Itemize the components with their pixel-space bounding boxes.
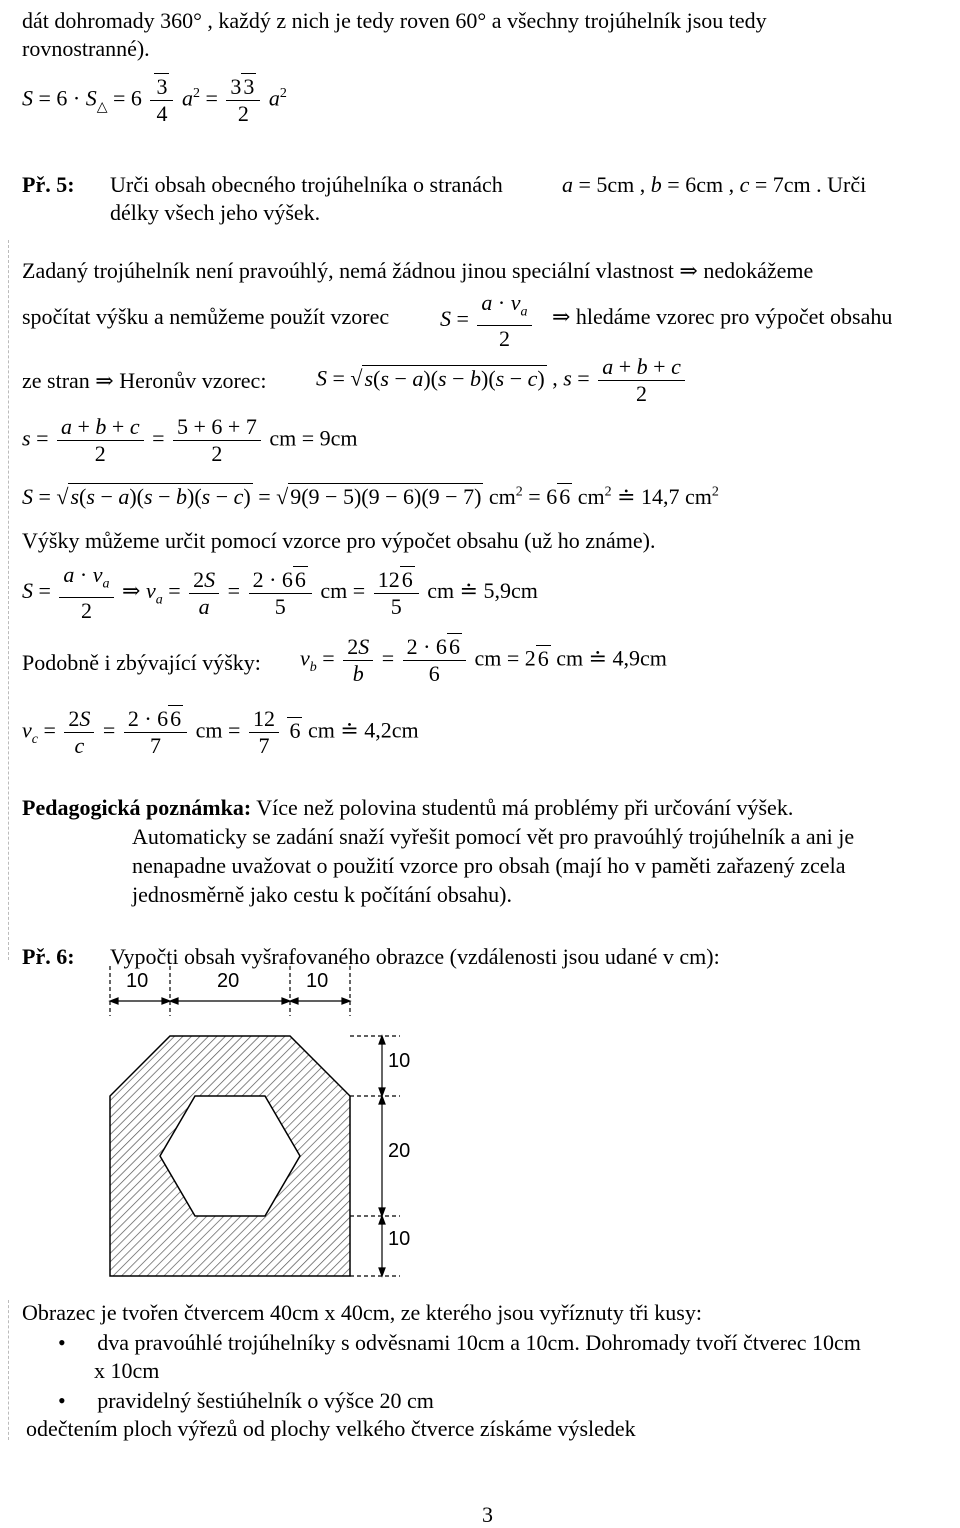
bullet-dot: •	[58, 1330, 66, 1355]
note-line-4: jednosměrně jako cestu k počítání obsahu).	[132, 882, 513, 907]
paragraph-1: Zadaný trojúhelník není pravoúhlý, nemá žádnou jinou speciální vlastnost ⇒ nedokážeme	[22, 258, 814, 283]
example-6-label: Př. 6:	[22, 944, 75, 969]
semiperimeter-calc: s = $\frac{a + b + c}{2}$ = $\frac{5 + 6 + 7}{2}$ cm = 9cm	[22, 414, 358, 466]
solution-intro: Obrazec je tvořen čtvercem 40cm x 40cm, ze kterého jsou vyříznuty tři kusy:	[22, 1300, 702, 1325]
note-label: Pedagogická poznámka:	[22, 795, 252, 820]
paragraph-3: ze stran ⇒ Heronův vzorec:	[22, 368, 267, 393]
example-5-label: Př. 5:	[22, 172, 75, 197]
dim-right-2: 20	[388, 1140, 411, 1162]
height-b-label: Podobně i zbývající výšky:	[22, 650, 261, 675]
heights-intro: Výšky můžeme určit pomocí vzorce pro výpočet obsahu (už ho známe).	[22, 528, 656, 553]
dim-top-3: 10	[306, 970, 329, 992]
note-text-1: Více než polovina studentů má problémy při určování výšek.	[256, 795, 794, 820]
note-line-1	[22, 795, 793, 821]
note-line-3: nenapadne uvažovat o použití vzorce pro obsah (mají ho v paměti zařazený zcela	[132, 853, 846, 878]
dim-right-1: 10	[388, 1050, 411, 1072]
dim-top-2: 20	[217, 970, 240, 992]
bullet-dot: •	[58, 1388, 66, 1413]
example-5-text: Urči obsah obecného trojúhelníka o stranách	[110, 172, 503, 197]
bullet-1	[58, 1330, 861, 1356]
bullet-1-cont: x 10cm	[94, 1358, 160, 1383]
heron-formula: S = √s(s − a)(s − b)(s − c) , s = $\frac{a + b + c}{2}$	[316, 354, 688, 407]
paragraph-2a: spočítat výšku a nemůžeme použít vzorec	[22, 304, 390, 329]
margin-guide	[8, 240, 9, 960]
bullet-1-text: dva pravoúhlé trojúhelníky s odvěsnami 10cm a 10cm. Dohromady tvoří čtverec 10cm	[97, 1330, 861, 1355]
intro-line-1: dát dohromady 360° , každý z nich je tedy roven 60° a všechny trojúhelník jsou tedy	[22, 8, 767, 33]
margin-guide	[8, 1300, 9, 1440]
paragraph-2b: ⇒ hledáme vzorec pro výpočet obsahu	[552, 304, 893, 329]
example-5-given: a = 5cm , b = 6cm , c = 7cm . Urči	[562, 172, 867, 197]
height-b-calc: $v_b$ = $\frac{2S}{b}$ = $\frac{2 \cdot 66}{6}$ cm = 26 cm ≐ 4,9cm	[300, 634, 667, 686]
height-c-calc: $v_c$ = $\frac{2S}{c}$ = $\frac{2 \cdot 66}{7}$ cm = $\frac{12}{7}$ 6 cm ≐ 4,2cm	[22, 706, 419, 758]
bullet-2-text: pravidelný šestiúhelník o výšce 20 cm	[97, 1388, 434, 1413]
solution-conclusion: odečtením ploch výřezů od plochy velkého čtverce získáme výsledek	[26, 1416, 636, 1441]
intro-line-2: rovnostranné).	[22, 36, 150, 61]
page-number: 3	[482, 1502, 493, 1527]
note-line-2: Automaticky se zadání snaží vyřešit pomocí vět pro pravoúhlý trojúhelník a ani je	[132, 824, 855, 849]
example-5-text-2: délky všech jeho výšek.	[110, 200, 321, 225]
bullet-2	[58, 1388, 434, 1414]
area-formula-height: S = $\frac{a \cdot v_a}{2}$	[440, 290, 535, 352]
hexagon-area-formula: $S = 6 \cdot S_\triangle = 6$ $\frac{3}{4}$ $a^2$ = $\frac{33}{2}$ $a^2$	[22, 74, 287, 126]
height-a-calc: S = $\frac{a \cdot v_a}{2}$ ⇒ $v_a$ = $\frac{2S}{a}$ = $\frac{2 \cdot 66}{5}$ cm = $\frac{126}{5}$ cm ≐ 5,9cm	[22, 562, 538, 624]
dim-right-3: 10	[388, 1228, 411, 1250]
dim-top-1: 10	[126, 970, 149, 992]
area-calc: S = √s(s − a)(s − b)(s − c) = √9(9 − 5)(9 − 6)(9 − 7) $cm^2 = 66$ $cm^2$ ≐ 14,7 $cm^2$	[22, 484, 719, 509]
example-6-text: Vypočti obsah vyšrafovaného obrazce (vzdálenosti jsou udané v cm):	[110, 944, 720, 969]
